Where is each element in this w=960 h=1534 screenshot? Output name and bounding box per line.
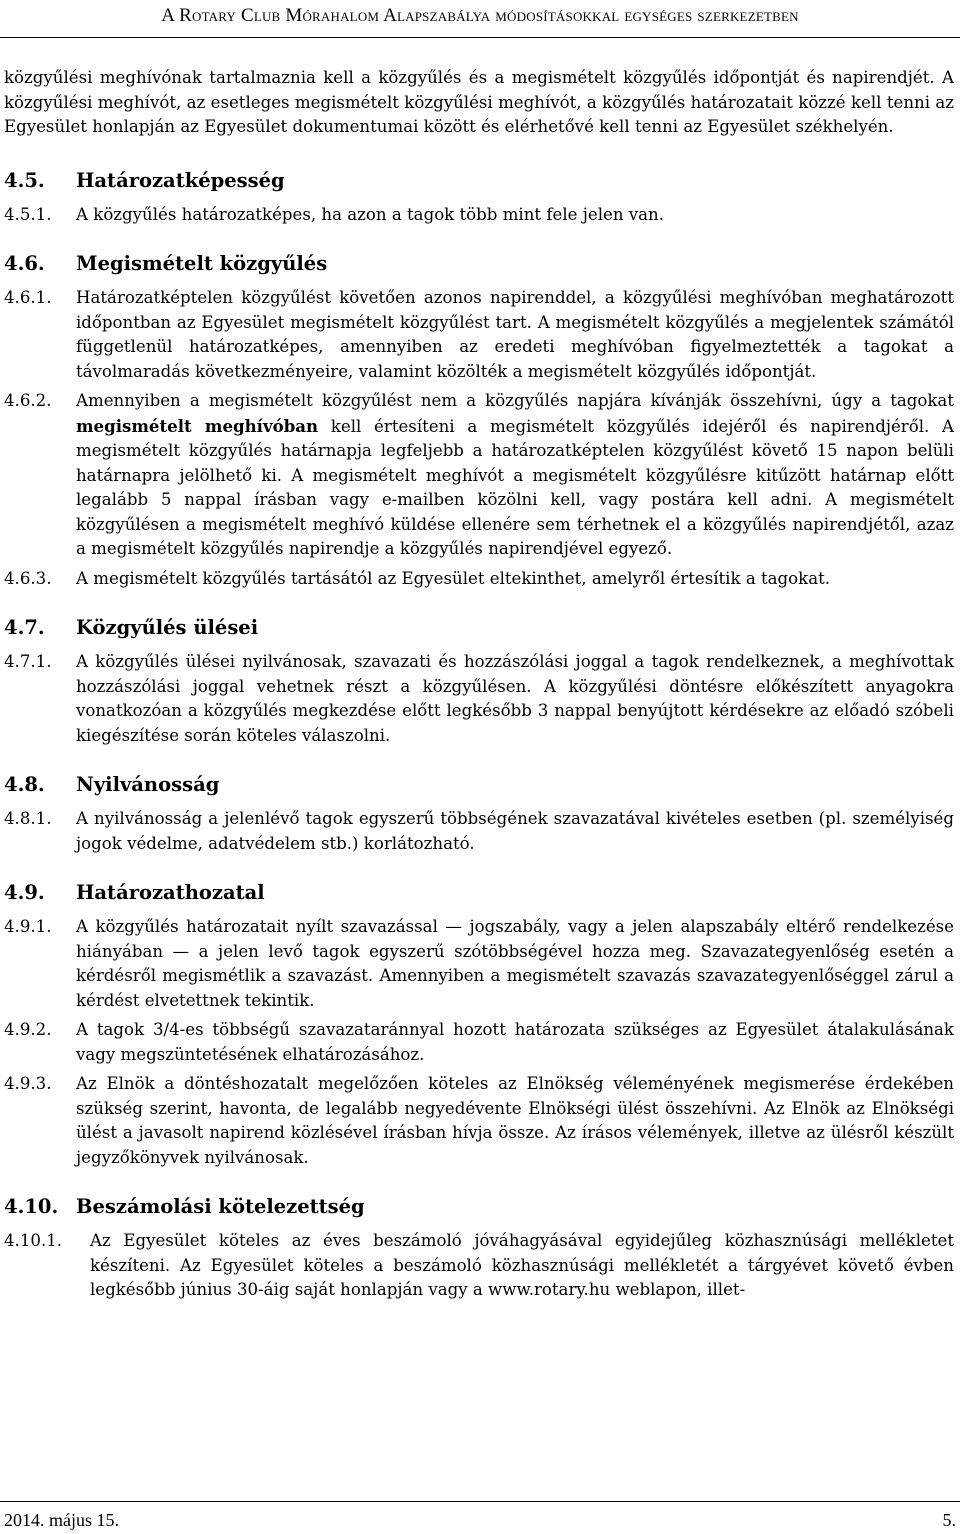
paragraph-number: 4.6.2. <box>4 391 52 410</box>
paragraph <box>4 389 954 562</box>
section-number: 4.7. <box>4 616 45 639</box>
section-heading <box>4 615 954 641</box>
section-number: 4.5. <box>4 168 45 192</box>
paragraph <box>4 807 954 856</box>
section-number: 4.8. <box>4 773 45 796</box>
paragraph-text: A közgyűlés ülései nyilvánosak, szavazati és hozzászólási joggal a tagok rendelkeznek, a meghívottak hozzászólási joggal vehetnek részt a közgyűlésen. A közgyűlési döntésre előkészített anyagokra vonatkozóan a közgyűlés megkezdése előtt legkésőbb 3 nappal benyújtott kérdésekre az előadó szóbeli kiegészítése során köteles válaszolni. <box>76 652 954 745</box>
paragraph <box>4 650 954 748</box>
document-body <box>4 66 954 1303</box>
section-heading <box>4 168 954 194</box>
section-heading <box>4 880 954 906</box>
paragraph-number: 4.9.3. <box>4 1074 52 1093</box>
page-footer <box>0 1501 960 1534</box>
paragraph-text-part: kell értesíteni a megismételt közgyűlés idejéről és napirendjéről. A megismételt közgyűlés határnapja legfeljebb a határozatképtelen közgyűlést követő 15 napon belüli határnapra jelölhető ki. A megismételt meghívót a megismételt közgyűlésre kitűzött határnap előtt legalább 5 nappal írásban vagy e-mailben közölni kell, vagy postára kell adni. A megismételt közgyűlésen a megismételt meghívó küldése ellenére sem térhetnek el a közgyűlés napirendjétől, azaz a megismételt közgyűlés napirendje a közgyűlés napirendjével egyező. <box>76 416 954 558</box>
section-title: Közgyűlés ülései <box>76 616 259 639</box>
section-number: 4.10. <box>4 1195 59 1218</box>
paragraph-number: 4.7.1. <box>4 652 52 671</box>
paragraph <box>4 1229 954 1303</box>
section-heading <box>4 772 954 798</box>
paragraph-text: A közgyűlés határozatképes, ha azon a tagok több mint fele jelen van. <box>76 204 665 224</box>
section-4-10 <box>4 1194 954 1303</box>
paragraph-text: Határozatképtelen közgyűlést követően azonos napirenddel, a közgyűlési meghívóban meghatározott időpontban az Egyesület megismételt közgyűlést tart. A megismételt közgyűlés a megjelentek számától függetlenül határozatképes, amennyiben az eredeti meghívóban figyelmeztették a tagokat a távolmaradás következményeire, valamint közölték a megismételt közgyűlés időpontját. <box>76 288 954 381</box>
page-number: 5. <box>942 1510 956 1530</box>
section-title: Határozatképesség <box>76 168 285 192</box>
paragraph <box>4 1072 954 1170</box>
paragraph-text: A közgyűlés határozatait nyílt szavazással — jogszabály, vagy a jelen alapszabály eltérő rendelkezése hiányában — a jelen levő tagok egyszerű szótöbbségével hozza meg. Szavazategyenlőség esetén a kérdésről megismétlik a szavazást. Amennyiben a megismételt szavazás szavazategyenlőséggel zárul a kérdést elvetettnek tekintik. <box>76 917 954 1010</box>
paragraph-number: 4.6.3. <box>4 568 52 588</box>
paragraph <box>4 286 954 384</box>
paragraph-text: A tagok 3/4-es többségű szavazataránnyal hozott határozata szükséges az Egyesület átalakulásának vagy megszüntetésének elhatározásához. <box>76 1020 954 1064</box>
paragraph <box>4 1018 954 1067</box>
section-title: Határozathozatal <box>76 881 265 904</box>
section-4-9 <box>4 880 954 1170</box>
paragraph-number: 4.6.1. <box>4 288 52 307</box>
paragraph <box>4 915 954 1013</box>
section-title: Nyilvánosság <box>76 773 220 796</box>
document-title: A Rotary Club Mórahalom Alapszabálya módosításokkal egységes szerkezetben <box>161 5 799 26</box>
paragraph <box>4 203 954 228</box>
emphasized-text: megismételt meghívóban <box>76 415 319 436</box>
section-heading <box>4 251 954 277</box>
paragraph-number: 4.5.1. <box>4 204 52 224</box>
section-heading <box>4 1194 954 1220</box>
paragraph <box>4 567 954 592</box>
paragraph-text <box>76 389 954 562</box>
intro-paragraph: közgyűlési meghívónak tartalmaznia kell a közgyűlés és a megismételt közgyűlés időpontját és napirendjét. A közgyűlési meghívót, az esetleges megismételt közgyűlési meghívót, a közgyűlés határozatait közzé kell tenni az Egyesület honlapján az Egyesület dokumentumai között és elérhetővé kell tenni az Egyesület székhelyén. <box>4 68 954 136</box>
section-4-7 <box>4 615 954 748</box>
footer-date: 2014. május 15. <box>4 1510 119 1530</box>
paragraph-number: 4.9.2. <box>4 1020 52 1039</box>
paragraph-text: Az Elnök a döntéshozatalt megelőzően köteles az Elnökség véleményének megismerése érdekében szükség szerint, havonta, de legalább negyedévente Elnökségi ülést összehívni. Az Elnök az Elnökségi ülést a javasolt napirend közlésével írásban hívja össze. Az írásos vélemények, illetve az ülésről készült jegyzőkönyvek nyilvánosak. <box>76 1074 954 1167</box>
section-4-8 <box>4 772 954 856</box>
section-number: 4.6. <box>4 252 45 275</box>
section-number: 4.9. <box>4 881 45 904</box>
paragraph-text: Az Egyesület köteles az éves beszámoló jóváhagyásával egyidejűleg közhasznúsági mellékletet készíteni. Az Egyesület köteles a beszámoló közhasznúsági mellékletét a tárgyévet követő évben legkésőbb június 30-áig saját honlapján vagy a www.rotary.hu weblapon, illet- <box>90 1231 954 1299</box>
paragraph-text-part: Amennyiben a megismételt közgyűlést nem a közgyűlés napjára kívánják összehívni, úgy a tagokat <box>76 391 954 410</box>
section-title: Beszámolási kötelezettség <box>76 1195 365 1218</box>
paragraph-text: A nyilvánosság a jelenlévő tagok egyszerű többségének szavazatával kivételes esetben (pl. személyiség jogok védelme, adatvédelem stb.) korlátozható. <box>76 809 954 853</box>
page-header <box>0 0 960 38</box>
section-4-5 <box>4 168 954 228</box>
paragraph-number: 4.8.1. <box>4 809 52 828</box>
section-title: Megismételt közgyűlés <box>76 252 328 275</box>
paragraph-text: A megismételt közgyűlés tartásától az Egyesület eltekinthet, amelyről értesítik a tagokat. <box>76 568 831 588</box>
section-4-6 <box>4 251 954 591</box>
paragraph-number: 4.10.1. <box>4 1231 63 1250</box>
paragraph-number: 4.9.1. <box>4 917 52 936</box>
